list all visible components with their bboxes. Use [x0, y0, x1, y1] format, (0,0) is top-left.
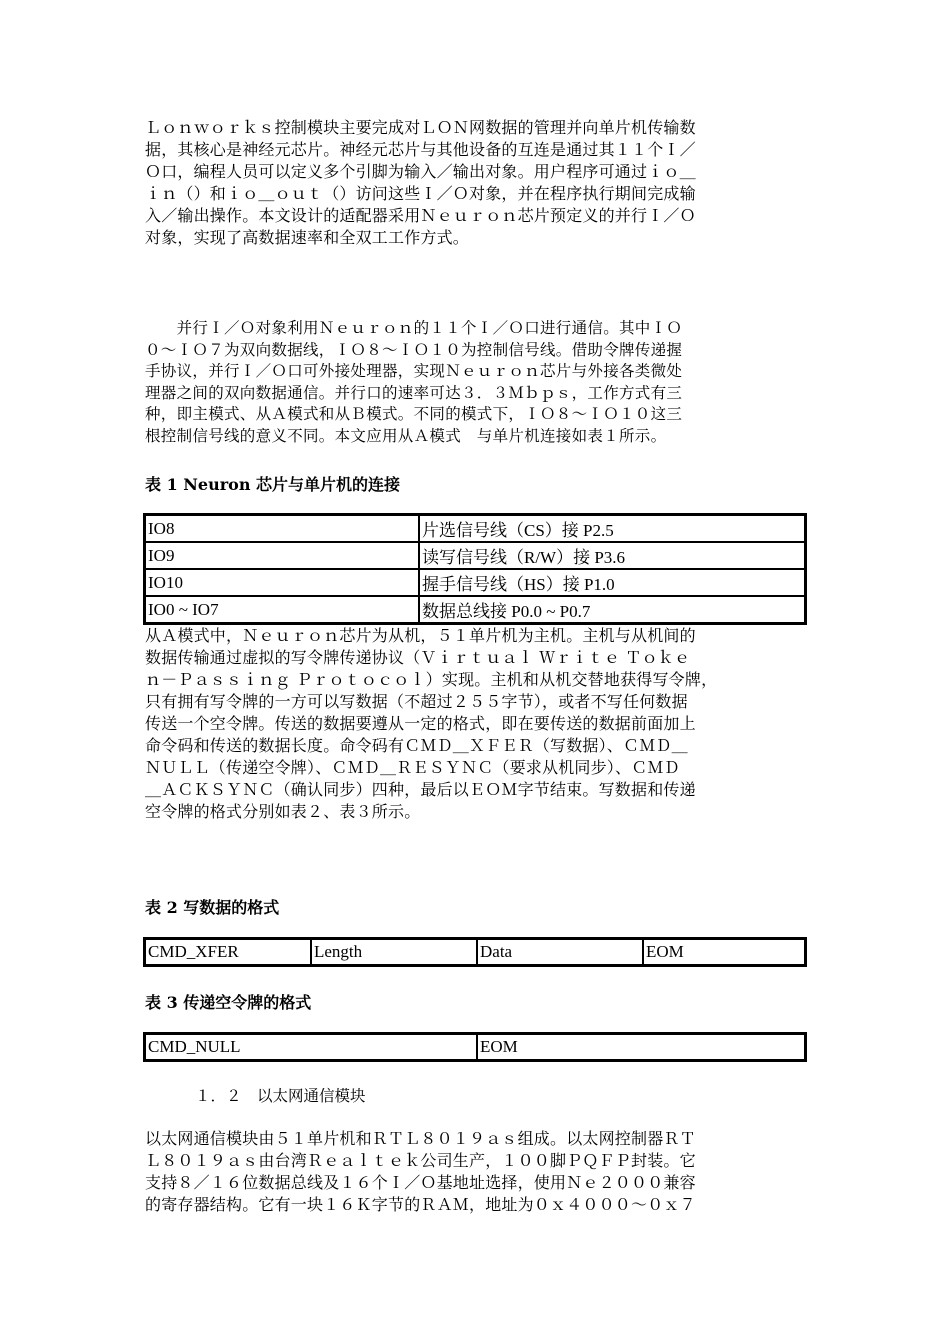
table-cell: IO9 — [145, 542, 419, 569]
text-line: 对象，实现了高数据速率和全双工工作方式。 — [145, 228, 470, 247]
table1-caption: 表 1 Neuron 芯片与单片机的连接 — [145, 475, 401, 494]
text-line: 根控制信号线的意义不同。本文应用从Ａ模式 与单片机连接如表１所示。 — [145, 426, 667, 445]
table1-connection — [143, 513, 807, 625]
text-line: Ｌ８０１９ａｓ由台湾Ｒｅａｌｔｅｋ公司生产，１００脚ＰＱＦＰ封装。它 — [145, 1151, 696, 1170]
table2-caption: 表 2 写数据的格式 — [145, 898, 280, 917]
text-line: 空令牌的格式分别如表２、表３所示。 — [145, 802, 421, 821]
table-row — [145, 569, 805, 596]
table-row — [145, 542, 805, 569]
text-line: 支持８／１６位数据总线及１６个Ｉ／Ｏ基地址选择，使用Ｎｅ２０００兼容 — [145, 1173, 696, 1192]
table-cell: 读写信号线（R/W）接 P3.6 — [419, 542, 805, 569]
text-line: ｎ－Ｐａｓｓｉｎｇ Ｐｒｏｔｏｃｏｌ）实现。主机和从机交替地获得写令牌， — [145, 670, 718, 689]
text-line: ＿ＡＣＫＳＹＮＣ（确认同步）四种，最后以ＥＯＭ字节结束。写数据和传递 — [145, 780, 696, 799]
paragraph-slave-a-mode — [145, 625, 825, 823]
text-line: ｉｎ（）和ｉｏ＿ｏｕｔ（）访问这些Ｉ／Ｏ对象，并在程序执行期间完成输 — [145, 184, 696, 203]
table3-null-token-format — [143, 1032, 807, 1062]
text-line: 传送一个空令牌。传送的数据要遵从一定的格式，即在要传送的数据前面加上 — [145, 714, 696, 733]
text-line: 理器之间的双向数据通信。并行口的速率可达３．３Ｍｂｐｓ，工作方式有三 — [145, 383, 683, 402]
paragraph-lonworks-module — [145, 117, 815, 249]
paragraph-parallel-io — [145, 318, 815, 447]
table-cell: Data — [477, 939, 643, 965]
table-cell: 片选信号线（CS）接 P2.5 — [419, 515, 805, 542]
text-line: ０～ＩＯ７为双向数据线，ＩＯ８～ＩＯ１０为控制信号线。借助令牌传递握 — [145, 340, 683, 359]
paragraph-ethernet-module — [145, 1128, 815, 1216]
table2-write-data-format — [143, 937, 807, 967]
table-row — [145, 1034, 805, 1060]
text-line: 以太网通信模块由５１单片机和ＲＴＬ８０１９ａｓ组成。以太网控制器ＲＴ — [145, 1129, 696, 1148]
text-line: 从Ａ模式中，Ｎｅｕｒｏｎ芯片为从机，５１单片机为主机。主机与从机间的 — [145, 626, 696, 645]
table-cell: CMD_XFER — [145, 939, 311, 965]
text-line: 命令码和传送的数据长度。命令码有ＣＭＤ＿ＸＦＥＲ（写数据）、ＣＭＤ＿ — [145, 736, 688, 755]
table-cell: Length — [311, 939, 477, 965]
table-cell: EOM — [643, 939, 805, 965]
table-cell: 数据总线接 P0.0 ~ P0.7 — [419, 596, 805, 623]
table-cell: IO0 ~ IO7 — [145, 596, 419, 623]
table-cell: CMD_NULL — [145, 1034, 477, 1060]
table-row — [145, 515, 805, 542]
table-cell: EOM — [477, 1034, 805, 1060]
table-row — [145, 596, 805, 623]
text-line: 的寄存器结构。它有一块１６Ｋ字节的ＲＡＭ，地址为０ｘ４０００～０ｘ７ — [145, 1195, 696, 1214]
text-line: 并行Ｉ／Ｏ对象利用Ｎｅｕｒｏｎ的１１个Ｉ／Ｏ口进行通信。其中ＩＯ — [145, 319, 683, 337]
text-line: 据，其核心是神经元芯片。神经元芯片与其他设备的互连是通过其１１个Ｉ／ — [145, 140, 696, 159]
text-line: 入／输出操作。本文设计的适配器采用Ｎｅｕｒｏｎ芯片预定义的并行Ｉ／Ｏ — [145, 206, 696, 225]
table-cell: IO8 — [145, 515, 419, 542]
table-row — [145, 939, 805, 965]
table-cell: IO10 — [145, 569, 419, 596]
text-line: Ｌｏｎｗｏｒｋｓ控制模块主要完成对ＬＯＮ网数据的管理并向单片机传输数 — [145, 118, 696, 137]
table-cell: 握手信号线（HS）接 P1.0 — [419, 569, 805, 596]
text-line: 数据传输通过虚拟的写令牌传递协议（Ｖｉｒｔｕａｌ Ｗｒｉｔｅ Ｔｏｋｅ — [145, 648, 691, 667]
text-line: 手协议，并行Ｉ／Ｏ口可外接处理器，实现Ｎｅｕｒｏｎ芯片与外接各类微处 — [145, 362, 683, 380]
table3-caption: 表 3 传递空令牌的格式 — [145, 993, 312, 1012]
section-heading: １．２ 以太网通信模块 — [195, 1087, 366, 1105]
text-line: ＮＵＬＬ（传递空令牌）、ＣＭＤ＿ＲＥＳＹＮＣ（要求从机同步）、ＣＭＤ — [145, 758, 680, 777]
text-line: 种，即主模式、从Ａ模式和从Ｂ模式。不同的模式下，ＩＯ８～ＩＯ１０这三 — [145, 405, 683, 423]
text-line: 只有拥有写令牌的一方可以写数据（不超过２５５字节），或者不写任何数据 — [145, 692, 688, 711]
text-line: Ｏ口，编程人员可以定义多个引脚为输入／输出对象。用户程序可通过ｉｏ＿ — [145, 162, 696, 181]
